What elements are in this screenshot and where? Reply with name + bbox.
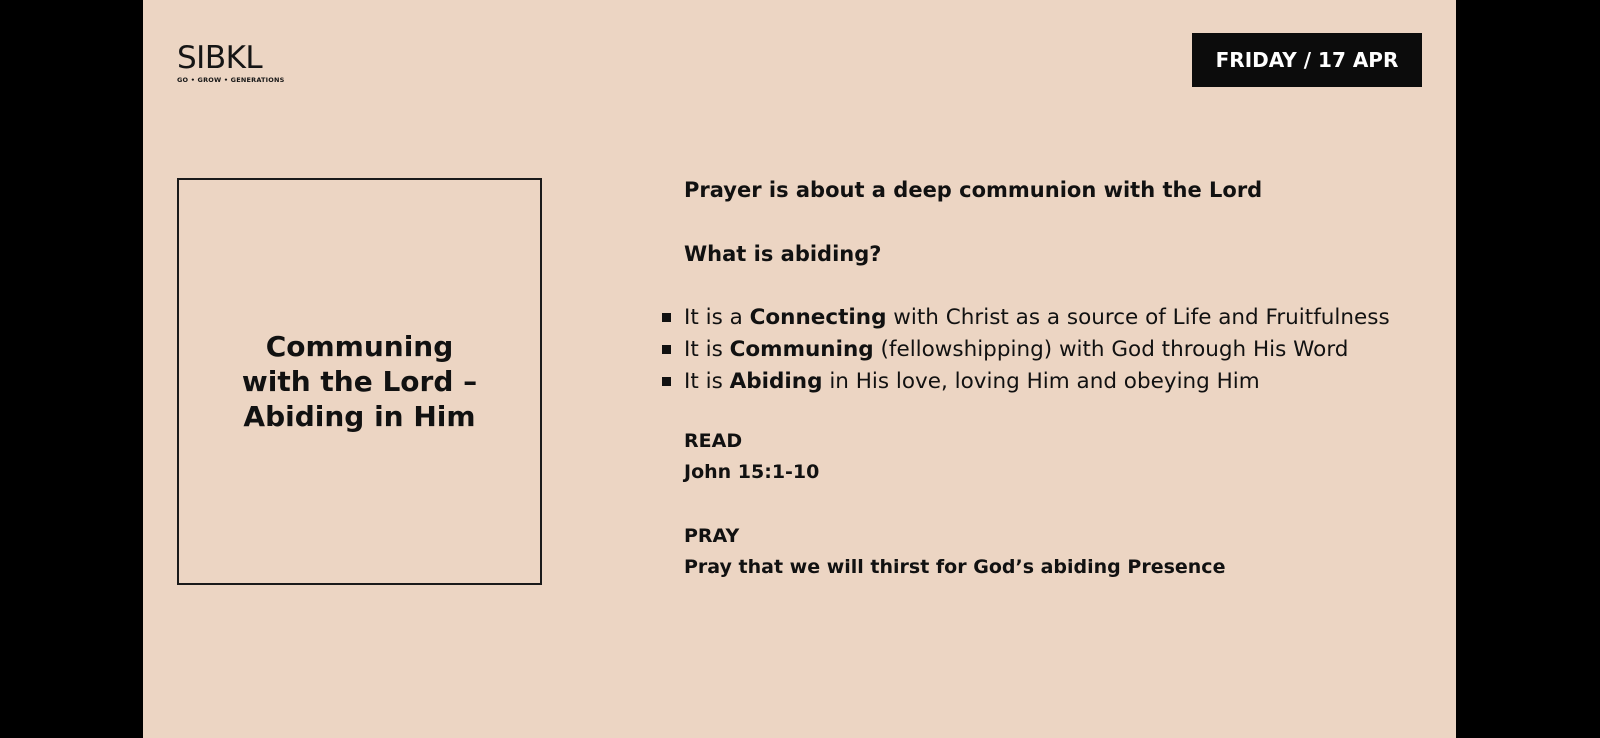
bullet-text-bold: Connecting <box>749 305 887 330</box>
list-item <box>660 366 1390 398</box>
prayer-text: Pray that we will thirst for God’s abiding Presence <box>684 556 1226 578</box>
slide <box>143 0 1456 738</box>
sibkl-logo <box>177 40 317 86</box>
square-bullet-icon <box>662 345 671 354</box>
date-badge: FRIDAY / 17 APR <box>1192 33 1422 87</box>
square-bullet-icon <box>662 377 671 386</box>
list-item <box>660 302 1390 334</box>
square-bullet-icon <box>662 313 671 322</box>
list-item <box>660 334 1390 366</box>
logo-tagline: GO • GROW • GENERATIONS <box>177 76 285 84</box>
bullet-text-post: in His love, loving Him and obeying Him <box>822 369 1260 394</box>
bullet-text-pre: It is <box>684 369 730 394</box>
read-label: READ <box>684 430 743 452</box>
scripture-reference: John 15:1-10 <box>684 461 820 483</box>
bullet-text-post: with Christ as a source of Life and Fruitfulness <box>886 305 1390 330</box>
sub-heading: What is abiding? <box>684 242 882 266</box>
slide-title: Communing with the Lord – Abiding in Him <box>241 330 478 433</box>
main-heading: Prayer is about a deep communion with the Lord <box>684 178 1263 202</box>
bullet-text-bold: Communing <box>729 337 874 362</box>
bullet-text-pre: It is <box>684 337 730 362</box>
bullet-text-bold: Abiding <box>729 369 823 394</box>
bullet-list <box>660 302 1390 398</box>
bullet-text-pre: It is a <box>684 305 750 330</box>
logo-wordmark: SIBKL <box>177 40 263 76</box>
bullet-text-post: (fellowshipping) with God through His Word <box>873 337 1349 362</box>
pray-label: PRAY <box>684 525 740 547</box>
title-box <box>177 178 542 585</box>
